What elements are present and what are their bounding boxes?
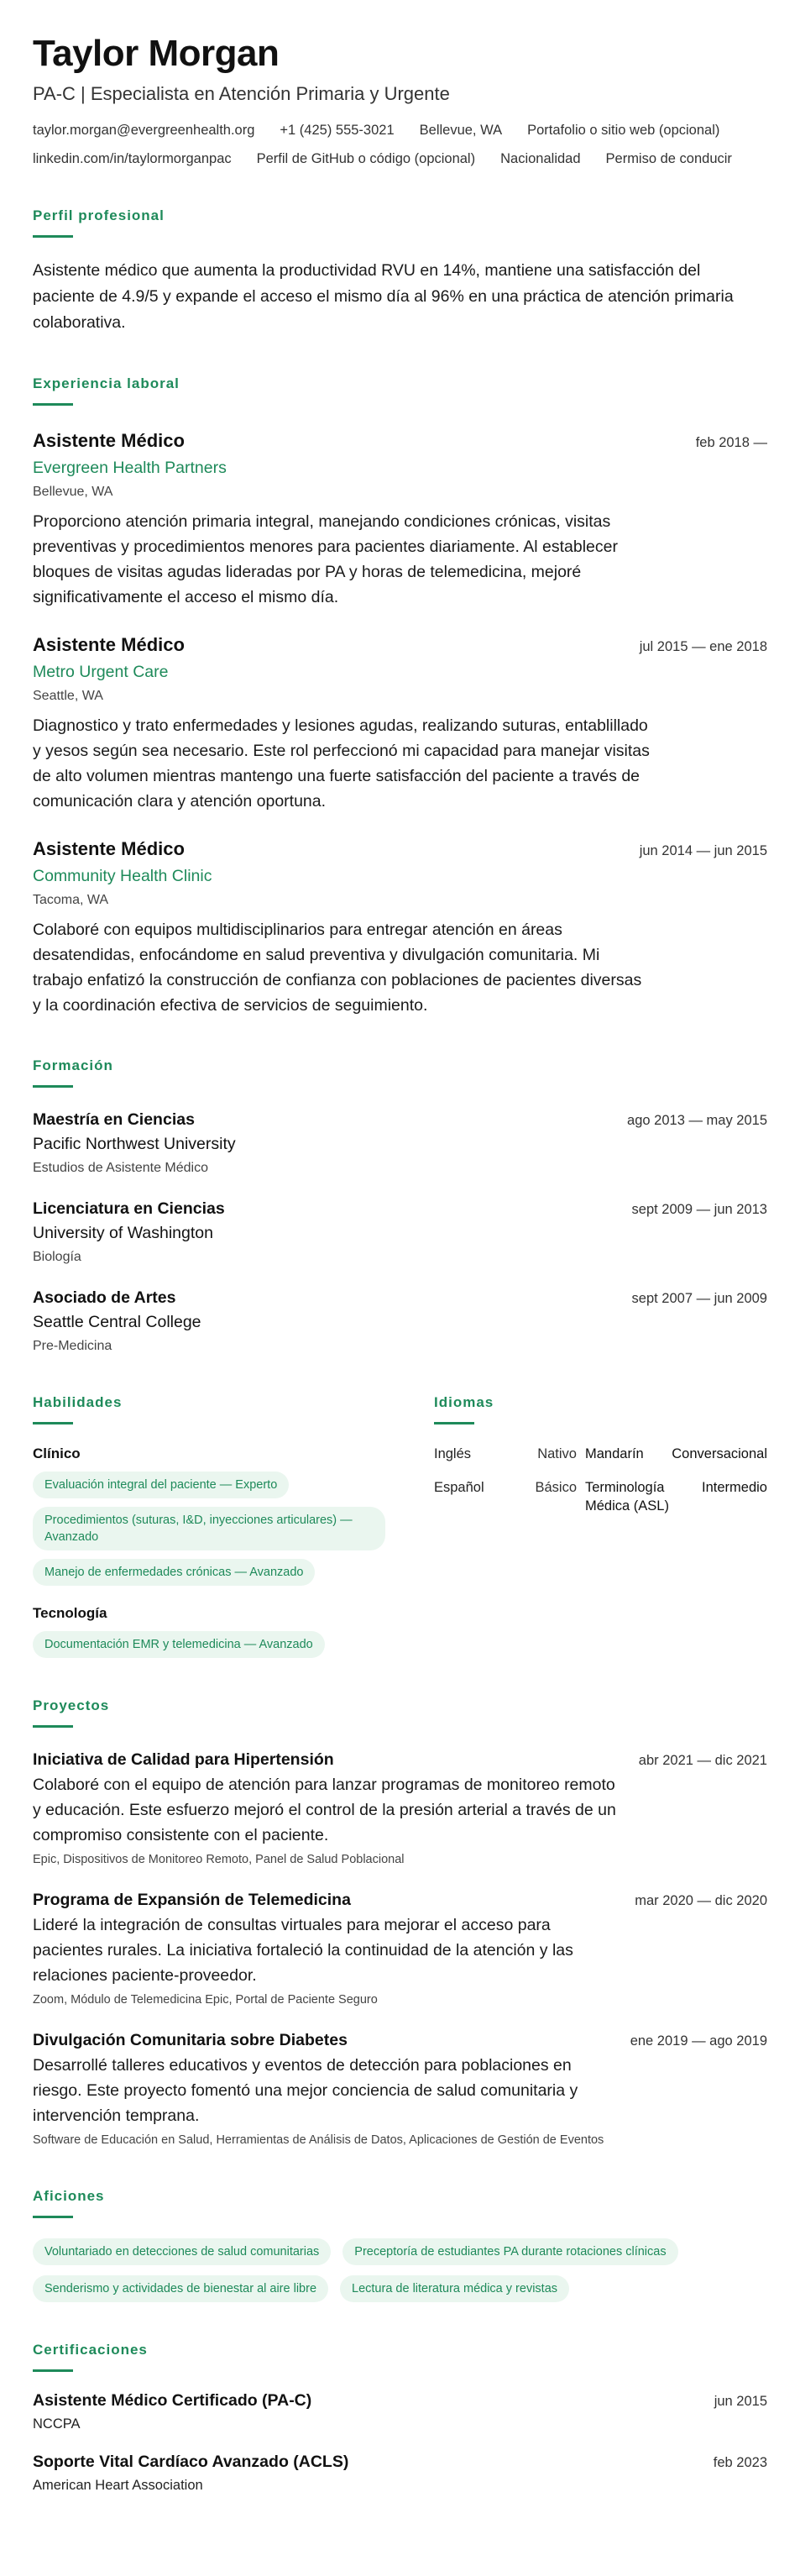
certification-org: American Heart Association	[33, 2478, 203, 2493]
education-school: Pacific Northwest University	[33, 1135, 236, 1153]
project-title: Divulgación Comunitaria sobre Diabetes	[33, 2031, 348, 2049]
section-divider	[33, 2216, 73, 2218]
project-tools: Zoom, Módulo de Telemedicina Epic, Portal de Paciente Seguro	[33, 1993, 378, 2007]
hobby-chip: Voluntariado en detecciones de salud comunitarias	[33, 2238, 331, 2265]
job-company: Evergreen Health Partners	[33, 459, 227, 477]
candidate-name: Taylor Morgan	[33, 33, 280, 74]
skill-chip-list	[33, 1631, 385, 1658]
section-heading: Idiomas	[434, 1394, 494, 1410]
language-level: Nativo	[537, 1446, 577, 1461]
job-entry	[33, 837, 767, 1018]
project-title: Programa de Expansión de Telemedicina	[33, 1891, 351, 1909]
education-entry	[33, 1199, 767, 1266]
language-level: Básico	[535, 1480, 577, 1495]
project-entry	[33, 2030, 767, 2148]
job-date: jun 2014 — jun 2015	[639, 843, 767, 858]
project-description: Lideré la integración de consultas virtuales para mejorar el acceso para pacientes rurales. La iniciativa fortaleció la continuidad de la atención y las relaciones paciente-proveedor.	[33, 1916, 573, 1985]
section-heading: Habilidades	[33, 1394, 123, 1410]
skill-group-name: Clínico	[33, 1445, 81, 1461]
section-divider	[33, 2369, 73, 2372]
projects-section	[33, 1697, 767, 2148]
skill-group-name: Tecnología	[33, 1605, 107, 1621]
skill-chip: Evaluación integral del paciente — Experto	[33, 1472, 289, 1498]
section-divider	[33, 1085, 73, 1088]
certification-org: NCCPA	[33, 2416, 81, 2432]
education-school: Seattle Central College	[33, 1313, 201, 1331]
languages-section	[434, 1393, 767, 1658]
education-field: Estudios de Asistente Médico	[33, 1161, 209, 1175]
summary-text: Asistente médico que aumenta la productividad RVU en 14%, mantiene una satisfacción del paciente de 4.9/5 y expande el acceso el mismo día al 96% en una práctica de atención primaria colaborativa.	[33, 261, 734, 332]
experience-section	[33, 375, 767, 1018]
contact-list	[33, 121, 767, 168]
education-degree: Licenciatura en Ciencias	[33, 1199, 225, 1218]
project-entry	[33, 1750, 767, 1868]
education-degree: Asociado de Artes	[33, 1288, 176, 1307]
certification-entry	[33, 2452, 767, 2495]
skill-chip-list	[33, 1472, 385, 1586]
job-title: Asistente Médico	[33, 838, 185, 859]
hobby-chip-list	[33, 2238, 771, 2302]
section-heading: Certificaciones	[33, 2342, 148, 2358]
skill-chip: Procedimientos (suturas, I&D, inyecciones articulares) — Avanzado	[33, 1507, 385, 1550]
section-divider	[33, 235, 73, 238]
job-entry	[33, 633, 767, 814]
project-date: mar 2020 — dic 2020	[635, 1893, 767, 1908]
skill-chip: Manejo de enfermedades crónicas — Avanzado	[33, 1559, 315, 1586]
section-divider	[33, 1725, 73, 1728]
project-description: Desarrollé talleres educativos y eventos de detección para poblaciones en riesgo. Este proyecto fomentó una mejor conciencia de salud comunitaria y intervención temprana.	[33, 2056, 578, 2125]
job-location: Seattle, WA	[33, 689, 103, 703]
section-heading: Aficiones	[33, 2188, 105, 2204]
section-heading: Perfil profesional	[33, 207, 165, 223]
candidate-title: PA-C | Especialista en Atención Primaria y Urgente	[33, 83, 450, 104]
project-entry	[33, 1890, 767, 2008]
section-heading: Proyectos	[33, 1697, 110, 1713]
section-divider	[33, 1422, 73, 1424]
job-date: feb 2018 —	[695, 435, 767, 450]
education-degree: Maestría en Ciencias	[33, 1110, 195, 1129]
contact-email[interactable]: taylor.morgan@evergreenhealth.org	[33, 123, 255, 138]
contact-location: Bellevue, WA	[419, 123, 503, 138]
project-date: abr 2021 — dic 2021	[638, 1753, 767, 1768]
education-section	[33, 1057, 767, 1355]
section-divider	[434, 1422, 474, 1424]
education-field: Pre-Medicina	[33, 1339, 112, 1353]
job-title: Asistente Médico	[33, 430, 185, 451]
job-location: Bellevue, WA	[33, 485, 113, 499]
hobbies-section	[33, 2187, 767, 2302]
contact-github[interactable]: Perfil de GitHub o código (opcional)	[256, 151, 476, 166]
section-heading: Formación	[33, 1057, 113, 1073]
job-description: Diagnostico y trato enfermedades y lesiones agudas, realizando suturas, entablillado y yesos según sea necesario. Este rol perfeccionó mi capacidad para manejar visitas de alto volumen mientras mantengo una fuerte satisfacción del paciente a través de comunicación clara y atención oportuna.	[33, 716, 650, 811]
summary-section	[33, 207, 767, 336]
language-entry	[585, 1445, 767, 1463]
contact-phone[interactable]: +1 (425) 555-3021	[280, 123, 395, 138]
project-title: Iniciativa de Calidad para Hipertensión	[33, 1750, 334, 1769]
project-tools: Software de Educación en Salud, Herramientas de Análisis de Datos, Aplicaciones de Gestión de Eventos	[33, 2133, 604, 2147]
language-name: Español	[434, 1480, 484, 1495]
project-description: Colaboré con el equipo de atención para lanzar programas de monitoreo remoto y educación. Este esfuerzo mejoró el control de la presión arterial a través de un compromiso consistente con el paciente.	[33, 1776, 616, 1844]
language-entry	[585, 1478, 767, 1515]
certification-entry	[33, 2390, 767, 2433]
certification-name: Asistente Médico Certificado (PA-C)	[33, 2391, 312, 2410]
job-description: Proporciono atención primaria integral, manejando condiciones crónicas, visitas preventivas y procedimientos menores para pacientes diariamente. Al establecer bloques de visitas agudas lideradas por PA y horas de telemedicina, mejoré significativamente el acceso el mismo día.	[33, 512, 618, 606]
language-level: Conversacional	[672, 1446, 767, 1461]
job-description: Colaboré con equipos multidisciplinarios para entregar atención en áreas desatendidas, enfocándome en salud preventiva y divulgación comunitaria. Mi trabajo enfatizó la construcción de confianza con poblaciones de pacientes diversas y la coordinación efectiva de servicios de seguimiento.	[33, 921, 642, 1015]
language-level: Intermedio	[702, 1480, 767, 1495]
certification-name: Soporte Vital Cardíaco Avanzado (ACLS)	[33, 2453, 349, 2471]
contact-driving-license: Permiso de conducir	[605, 151, 732, 166]
job-date: jul 2015 — ene 2018	[639, 639, 767, 654]
skill-chip: Documentación EMR y telemedicina — Avanzado	[33, 1631, 325, 1658]
job-title: Asistente Médico	[33, 634, 185, 655]
job-location: Tacoma, WA	[33, 893, 109, 907]
contact-nationality: Nacionalidad	[500, 151, 581, 166]
education-date: sept 2007 — jun 2009	[631, 1291, 767, 1306]
certification-date: feb 2023	[713, 2455, 767, 2470]
education-date: ago 2013 — may 2015	[627, 1113, 767, 1128]
contact-linkedin[interactable]: linkedin.com/in/taylormorganpac	[33, 151, 232, 166]
education-entry	[33, 1110, 767, 1177]
project-tools: Epic, Dispositivos de Monitoreo Remoto, Panel de Salud Poblacional	[33, 1853, 405, 1866]
job-company: Metro Urgent Care	[33, 663, 169, 681]
section-heading: Experiencia laboral	[33, 375, 180, 391]
certification-date: jun 2015	[714, 2394, 767, 2409]
hobby-chip: Lectura de literatura médica y revistas	[340, 2275, 569, 2302]
section-divider	[33, 403, 73, 406]
hobby-chip: Senderismo y actividades de bienestar al aire libre	[33, 2275, 328, 2302]
education-date: sept 2009 — jun 2013	[631, 1202, 767, 1217]
certifications-section	[33, 2341, 767, 2495]
contact-portfolio[interactable]: Portafolio o sitio web (opcional)	[527, 123, 720, 138]
education-field: Biología	[33, 1250, 81, 1264]
skills-languages-row	[33, 1393, 767, 1658]
project-date: ene 2019 — ago 2019	[630, 2033, 767, 2049]
language-list	[434, 1445, 767, 1515]
hobby-chip: Preceptoría de estudiantes PA durante rotaciones clínicas	[342, 2238, 677, 2265]
language-name: Terminología Médica (ASL)	[585, 1480, 669, 1514]
language-name: Inglés	[434, 1446, 472, 1461]
job-entry	[33, 429, 767, 610]
language-name: Mandarín	[585, 1446, 644, 1461]
education-entry	[33, 1288, 767, 1355]
education-school: University of Washington	[33, 1224, 213, 1242]
skills-section	[33, 1393, 385, 1658]
job-company: Community Health Clinic	[33, 867, 212, 885]
